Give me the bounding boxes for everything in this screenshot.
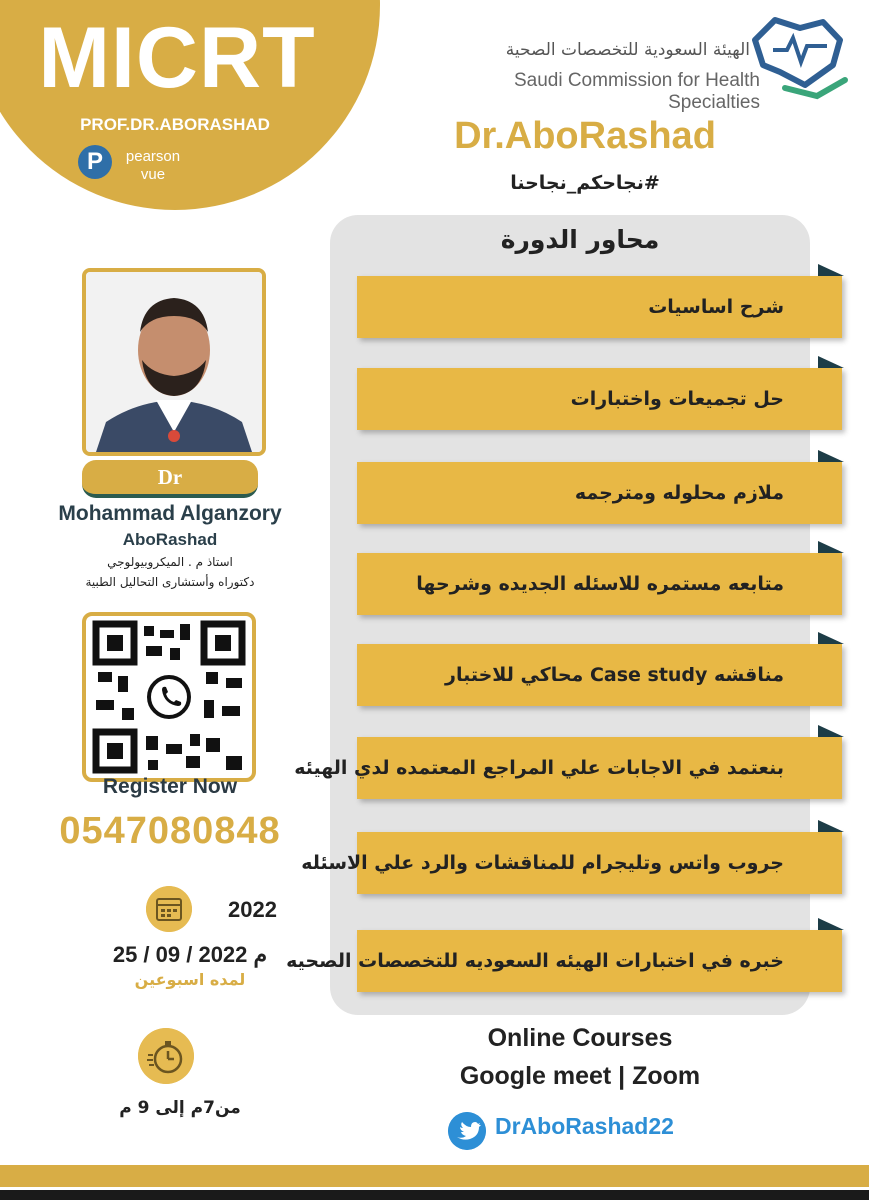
course-item-label: ملازم محلوله ومترجمه <box>574 482 784 504</box>
pearson-vue-text <box>118 148 188 184</box>
page-title: Dr.AboRashad <box>454 115 716 157</box>
pearson-line: pearson <box>125 148 181 165</box>
ribbon-fold <box>818 632 844 644</box>
vue-line: vue <box>140 166 166 183</box>
scfhs-name-english: Saudi Commission for Health Specialties <box>513 70 760 113</box>
course-item <box>294 737 842 799</box>
doctor-credentials: دكتوراه وأستشارى التحاليل الطبية <box>85 575 255 589</box>
scfhs-heartbeat-logo-icon <box>745 10 855 100</box>
course-date: 25 / 09 / 2022 م <box>112 942 268 967</box>
course-item <box>286 930 842 992</box>
course-year: 2022 <box>228 897 277 922</box>
brand-title: MICRT <box>38 10 316 106</box>
qr-code[interactable] <box>82 612 256 782</box>
stopwatch-icon <box>138 1028 194 1084</box>
course-item-label: حل تجميعات واختبارات <box>570 388 784 410</box>
register-now-label: Register Now <box>102 775 238 798</box>
footer-bar <box>0 1165 869 1187</box>
twitter-handle[interactable]: DrAboRashad22 <box>495 1113 674 1139</box>
course-item <box>357 462 842 524</box>
ribbon-fold <box>818 918 844 930</box>
hashtag: نجاحكم_نجاحنا# <box>510 172 660 194</box>
doctor-nickname: AboRashad <box>122 530 218 549</box>
ribbon-fold <box>818 356 844 368</box>
title-badge: Dr <box>82 460 258 498</box>
ribbon-fold <box>818 820 844 832</box>
course-item-label: خبره في اختبارات الهيئه السعوديه للتخصصات الصحيه <box>286 950 784 972</box>
doctor-role: استاذ م . الميكروبيولوجي <box>107 555 233 569</box>
online-courses-title: Online Courses <box>487 1024 673 1052</box>
phone-number[interactable]: 0547080848 <box>59 810 281 852</box>
course-duration: لمده اسبوعين <box>134 970 246 989</box>
footer-line <box>0 1190 869 1200</box>
platforms-label: Google meet | Zoom <box>459 1062 701 1090</box>
course-item-label: جروب واتس وتليجرام للمناقشات والرد علي الاسئله <box>301 852 784 874</box>
course-item <box>357 368 842 430</box>
doctor-name: Mohammad Alganzory <box>58 502 282 525</box>
course-item-label: بنعتمد في الاجابات علي المراجع المعتمده لدي الهيئه <box>294 757 784 779</box>
qr-code-icon <box>86 616 252 778</box>
course-item <box>301 832 842 894</box>
twitter-icon <box>448 1112 486 1150</box>
pearson-logo-icon: P <box>78 145 112 179</box>
course-item-label: متابعه مستمره للاسئله الجديده وشرحها <box>416 573 784 595</box>
ribbon-fold <box>818 450 844 462</box>
scfhs-name-arabic: الهيئة السعودية للتخصصات الصحية <box>505 40 750 60</box>
course-item <box>357 644 842 706</box>
course-item-label: شرح اساسيات <box>648 296 784 318</box>
course-item <box>357 553 842 615</box>
ribbon-fold <box>818 541 844 553</box>
course-title: محاور الدورة <box>500 225 660 254</box>
course-item-label: مناقشه Case study محاكي للاختبار <box>445 664 784 686</box>
ribbon-fold <box>818 725 844 737</box>
course-item <box>357 276 842 338</box>
calendar-icon <box>146 886 192 932</box>
course-time: من7م إلى 9 م <box>119 1098 241 1118</box>
person-avatar-icon <box>86 272 262 452</box>
brand-subtitle: PROF.DR.ABORASHAD <box>80 115 270 134</box>
ribbon-fold <box>818 264 844 276</box>
profile-photo <box>82 268 266 456</box>
